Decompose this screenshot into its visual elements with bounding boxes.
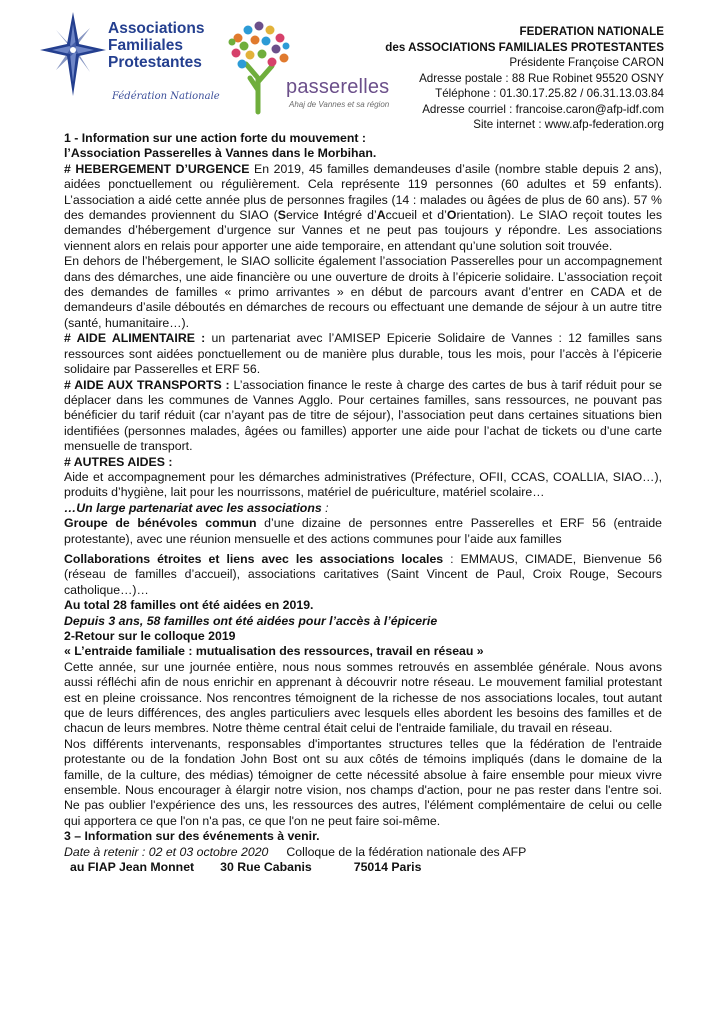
- afp-name-line1: Associations: [108, 20, 205, 37]
- federation-contact-block: [364, 24, 664, 133]
- paragraph-collaborations: Collaborations étroites et liens avec les associations locales : EMMAUS, CIMADE, Bienvenue 56 (réseau de familles d’accueil), associations caritatives (Saint Vincent de Paul, Croix Rouge, Secours catholique…)…: [64, 551, 662, 597]
- paragraph-hebergement-2: En dehors de l’hébergement, le SIAO sollicite également l’association Passerelles pour un accompagnement dans des démarches, une aide financière ou une ouverture de droits à l’épicerie solidaire. L’association reçoit des demandes de familles « primo arrivantes » en début de parcours avant d’entrer en CADA et de demandeurs d’asile déboutés en démarches de recours ou effectuant une demande de séjour à un autre titre (santé, humanitaire…).: [64, 254, 662, 330]
- federation-president: Présidente Françoise CARON: [509, 56, 664, 69]
- passerelles-tagline: Ahaj de Vannes et sa région: [289, 100, 390, 109]
- aide-transports-label: # AIDE AUX TRANSPORTS :: [64, 377, 230, 392]
- hebergement-label: # HEBERGEMENT D’URGENCE: [64, 161, 250, 176]
- date-event: Colloque de la fédération nationale des AFP: [286, 844, 527, 859]
- federation-phone: Téléphone : 01.30.17.25.82 / 06.31.13.03.84: [435, 87, 664, 100]
- partenariat-heading: …Un large partenariat avec les associations :: [64, 500, 329, 515]
- section2-subtitle: « L’entraide familiale : mutualisation des ressources, travail en réseau »: [64, 644, 484, 659]
- address-venue: au FIAP Jean Monnet: [70, 860, 195, 875]
- afp-name-line3: Protestantes: [108, 54, 202, 71]
- document-body: [64, 131, 662, 876]
- paragraph-groupe-benevoles: Groupe de bénévoles commun d’une dizaine de personnes entre Passerelles et ERF 56 (entraide protestante), avec une réunion mensuelle et des actions communes pour l’aide aux familles: [64, 516, 662, 546]
- tree-icon: [228, 20, 292, 116]
- collaborations-label: Collaborations étroites et liens avec les associations locales: [64, 551, 444, 566]
- depuis-3-ans: Depuis 3 ans, 58 familles ont été aidées pour l’accès à l’épicerie: [64, 613, 438, 628]
- total-familles: Au total 28 familles ont été aidées en 2019.: [64, 598, 314, 613]
- federation-line2: des ASSOCIATIONS FAMILIALES PROTESTANTES: [385, 40, 664, 54]
- passerelles-name: passerelles: [286, 76, 390, 98]
- paragraph-aide-transports: # AIDE AUX TRANSPORTS : L’association finance le reste à charge des cartes de bus à tarif réduit pour se déplacer dans les communes de Vannes Agglo. Pour certaines familles, sans ressources, ne pouvant pas bénéficier du tarif réduit (car n’ayant pas de titre de séjour), l’association peut dans certaines situations bien identifiées (personnes malades, âgées ou familles) apporter une aide pour l’achat de tickets ou d’une carte mensuelle de transport.: [64, 377, 662, 454]
- address-city: 75014 Paris: [353, 860, 422, 875]
- paragraph-colloque-1: Cette année, sur une journée entière, nous nous sommes retrouvés en assemblée générale. Nous avons aussi réfléchi afin de nous enrichir en apprenant à découvrir notre réseau. Le mouvement familial protestant est en pleine croissance. Nos rencontres témoignent de la richesse de nos associations locales, tout autant que de leurs différences, des angles particuliers avec lesquels elles abordent les besoins des familles et de chacun de leurs membres. Notre thème central était celui de l'entraide familiale, du travail en réseau.: [64, 659, 662, 736]
- aide-alimentaire-label: # AIDE ALIMENTAIRE :: [64, 331, 206, 346]
- paragraph-colloque-2: Nos différents intervenants, responsables d'importantes structures telles que la fédération de l'entraide protestante ou de la fondation John Bost ont su aux côtés de témoins impliqués (dans le domaine de la famille, de la culture, des médias) témoigner de cette nécessité absolue à faire ensemble pour mieux vivre ensemble. Nous encourager à élargir notre vision, nos champs d'action, pour ne pas rester dans l'entre soi. Ne pas oublier l'expérience des uns, les ressources des autres, l'élément complémentaire de celui ou celle qui apportera ce que l'on n'a pas, ce que l'on ne peut faire soi-même.: [64, 736, 662, 828]
- section1-subtitle: l’Association Passerelles à Vannes dans le Morbihan.: [64, 146, 377, 161]
- federation-email[interactable]: Adresse courriel : francoise.caron@afp-idf.com: [422, 102, 664, 116]
- federation-line1: FEDERATION NATIONALE: [519, 25, 664, 38]
- section3-title: 3 – Information sur des événements à venir.: [64, 829, 320, 844]
- afp-name-line2: Familiales: [108, 37, 183, 54]
- afp-logo: [38, 8, 220, 116]
- section1-title: 1 - Information sur une action forte du mouvement :: [64, 131, 366, 145]
- address-street: 30 Rue Cabanis: [220, 860, 312, 875]
- federation-website[interactable]: Site internet : www.afp-federation.org: [473, 118, 664, 131]
- section2-title: 2-Retour sur le colloque 2019: [64, 629, 236, 643]
- paragraph-hebergement: # HEBERGEMENT D’URGENCE En 2019, 45 familles demandeuses d’asile (nombre stable depuis 2 ans), aidées ponctuellement ou régulièrement. Cela représente 119 personnes (60 adultes et 59 enfants). L’association a aidé cette année plus de personnes fragiles (14 : malades ou âgées de plus de 60 ans). 57 % des demandes proviennent du SIAO (Service Intégré d’Accueil et d’Orientation). Le SIAO reçoit toutes les demandes d’hébergement d’urgence sur Vannes et ne peut pas toujours y répondre. Les associations viennent alors en relais pour apporter une aide temporaire, en attendant qu’une solution soit trouvée.: [64, 161, 663, 253]
- groupe-benevoles-label: Groupe de bénévoles commun: [64, 516, 257, 531]
- federation-address: Adresse postale : 88 Rue Robinet 95520 OSNY: [419, 71, 664, 85]
- paragraph-autres-aides: Aide et accompagnement pour les démarches administratives (Préfecture, OFII, CCAS, COALLIA, SIAO…), produits d’hygiène, lait pour les nourrissons, matériel de puériculture, matériel scolaire…: [64, 469, 662, 500]
- paragraph-aide-alimentaire: # AIDE ALIMENTAIRE : un partenariat avec l’AMISEP Epicerie Solidaire de Vannes : 12 familles sans ressources sont aidées ponctuellement ou de manière plus durable, tous les mois, pour l’accès à l’épicerie solidaire par Passerelles et ERF 56.: [64, 331, 662, 377]
- date-label: Date à retenir : 02 et 03 octobre 2020: [64, 844, 269, 859]
- star-cross-icon: [38, 10, 108, 100]
- date-line: [64, 845, 662, 860]
- afp-tagline: Fédération Nationale: [112, 91, 220, 102]
- autres-aides-label: # AUTRES AIDES :: [64, 454, 173, 469]
- address-line: [64, 860, 662, 875]
